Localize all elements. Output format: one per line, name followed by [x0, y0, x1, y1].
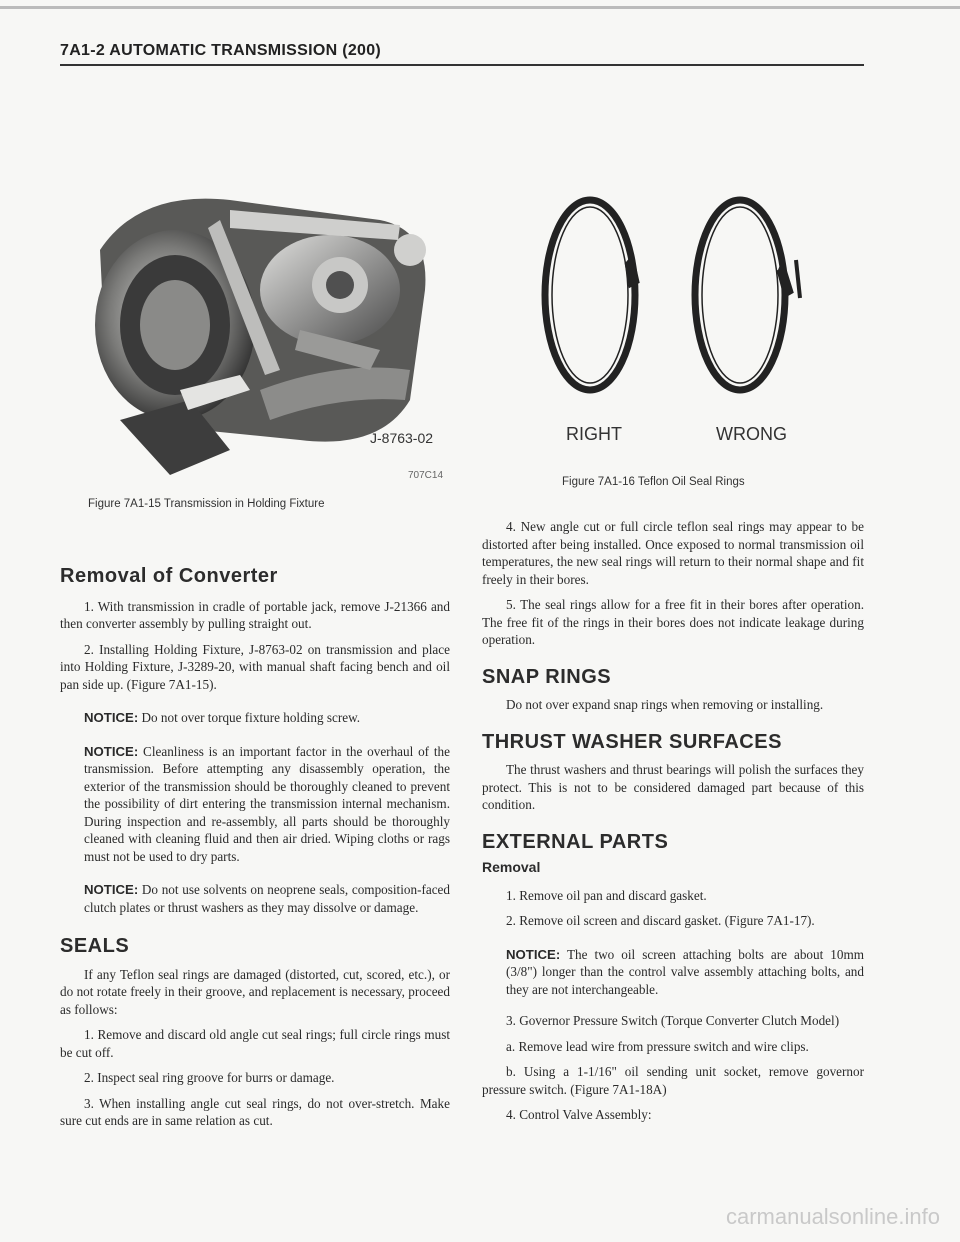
notice-label: NOTICE: — [506, 946, 561, 962]
subheading-removal: Removal — [482, 859, 541, 875]
seals-intro: If any Teflon seal rings are damaged (distorted, cut, scored, etc.), or do not rotate freely in their groove, and replacement is necessary, proceed as follows: — [60, 966, 450, 1017]
step-1: 1. With transmission in cradle of portable jack, remove J-21366 and then converter assembly by pulling straight out. — [60, 598, 450, 631]
seals-step-4: 4. New angle cut or full circle teflon seal rings may appear to be distorted after being installed. Once exposed to normal transmission oil temperatures, the new seal rings will return to their normal shape and fit freely in their bores. — [482, 519, 864, 587]
snap-rings-text: Do not over expand snap rings when removing or installing. — [506, 697, 824, 712]
seals-step-1: 1. Remove and discard old angle cut seal rings; full circle rings must be cut off. — [60, 1027, 450, 1060]
heading-seals: SEALS — [60, 935, 130, 957]
notice-label: NOTICE: — [84, 743, 139, 759]
notice-label: NOTICE: — [84, 710, 139, 725]
heading-thrust-washer-surfaces: THRUST WASHER SURFACES — [482, 730, 782, 753]
notice-text: Do not use solvents on neoprene seals, composition-faced clutch plates or thrust washers as they may dissolve or damage. — [84, 882, 450, 915]
tool-label: J-8763-02 — [370, 430, 434, 446]
notice-oil-screen-bolts — [482, 946, 864, 999]
seals-step-2: 2. Inspect seal ring groove for burrs or damage. — [84, 1070, 335, 1085]
right-column — [482, 518, 864, 1132]
notice-text: Do not over torque fixture holding screw. — [138, 710, 361, 725]
step-2: 2. Installing Holding Fixture, J-8763-02 on transmission and place into Holding Fixture, J-3289-20, with manual shaft facing bench and oil pan side up. (Figure 7A1-15). — [60, 641, 450, 692]
external-step-2: 2. Remove oil screen and discard gasket. (Figure 7A1-17). — [506, 913, 815, 928]
wrong-label: WRONG — [716, 424, 787, 444]
external-step-3b: b. Using a 1-1/16" oil sending unit socket, remove governor pressure switch. (Figure 7A1-18A) — [482, 1064, 864, 1097]
external-step-3: 3. Governor Pressure Switch (Torque Converter Clutch Model) — [506, 1013, 840, 1028]
header-rule — [60, 64, 864, 66]
notice-torque — [60, 709, 450, 727]
seals-step-3: 3. When installing angle cut seal rings, do not over-stretch. Make sure cut ends are in same relation as cut. — [60, 1095, 450, 1128]
top-edge-rule — [0, 6, 960, 9]
watermark: carmanualsonline.info — [725, 1204, 940, 1229]
notice-text: Cleanliness is an important factor in the overhaul of the transmission. Before attempting any disassembly operation, the exterior of the transmission should be thoroughly cleaned to prevent the possibility of dirt entering the transmission internal mechanism. During inspection and re-assembly, all parts should be thoroughly cleaned with cleaning fluid and then air dried. Wiping cloths or rags must not be used to dry parts. — [84, 743, 450, 864]
figure-15-caption: Figure 7A1-15 Transmission in Holding Fixture — [88, 498, 325, 510]
notice-text: The two oil screen attaching bolts are about 10mm (3/8") longer than the control valve assembly attaching bolts, and they are not interchangeable. — [506, 946, 864, 997]
heading-removal-of-converter: Removal of Converter — [60, 565, 278, 587]
heading-snap-rings: SNAP RINGS — [482, 665, 612, 688]
notice-label: NOTICE: — [84, 882, 139, 897]
figure-16-caption: Figure 7A1-16 Teflon Oil Seal Rings — [562, 476, 745, 488]
external-step-1: 1. Remove oil pan and discard gasket. — [506, 887, 707, 903]
seals-step-5: 5. The seal rings allow for a free fit in their bores after operation. The free fit of the rings in their bores does not indicate leakage during operation. — [482, 597, 864, 647]
figure-code: 707C14 — [408, 470, 444, 481]
external-step-3a: a. Remove lead wire from pressure switch and wire clips. — [506, 1038, 809, 1054]
external-step-4: 4. Control Valve Assembly: — [506, 1107, 652, 1122]
running-head: 7A1-2 AUTOMATIC TRANSMISSION (200) — [60, 42, 382, 59]
notice-solvents — [60, 881, 450, 916]
seal-rings-image — [520, 170, 820, 440]
notice-cleanliness — [60, 743, 450, 866]
left-column — [60, 565, 450, 1138]
thrust-washer-text: The thrust washers and thrust bearings will polish the surfaces they protect. This is not to be considered damaged part because of this condition. — [482, 762, 864, 812]
seal-rings-figure — [520, 170, 820, 440]
heading-external-parts: EXTERNAL PARTS — [482, 830, 669, 853]
right-label: RIGHT — [566, 424, 622, 444]
